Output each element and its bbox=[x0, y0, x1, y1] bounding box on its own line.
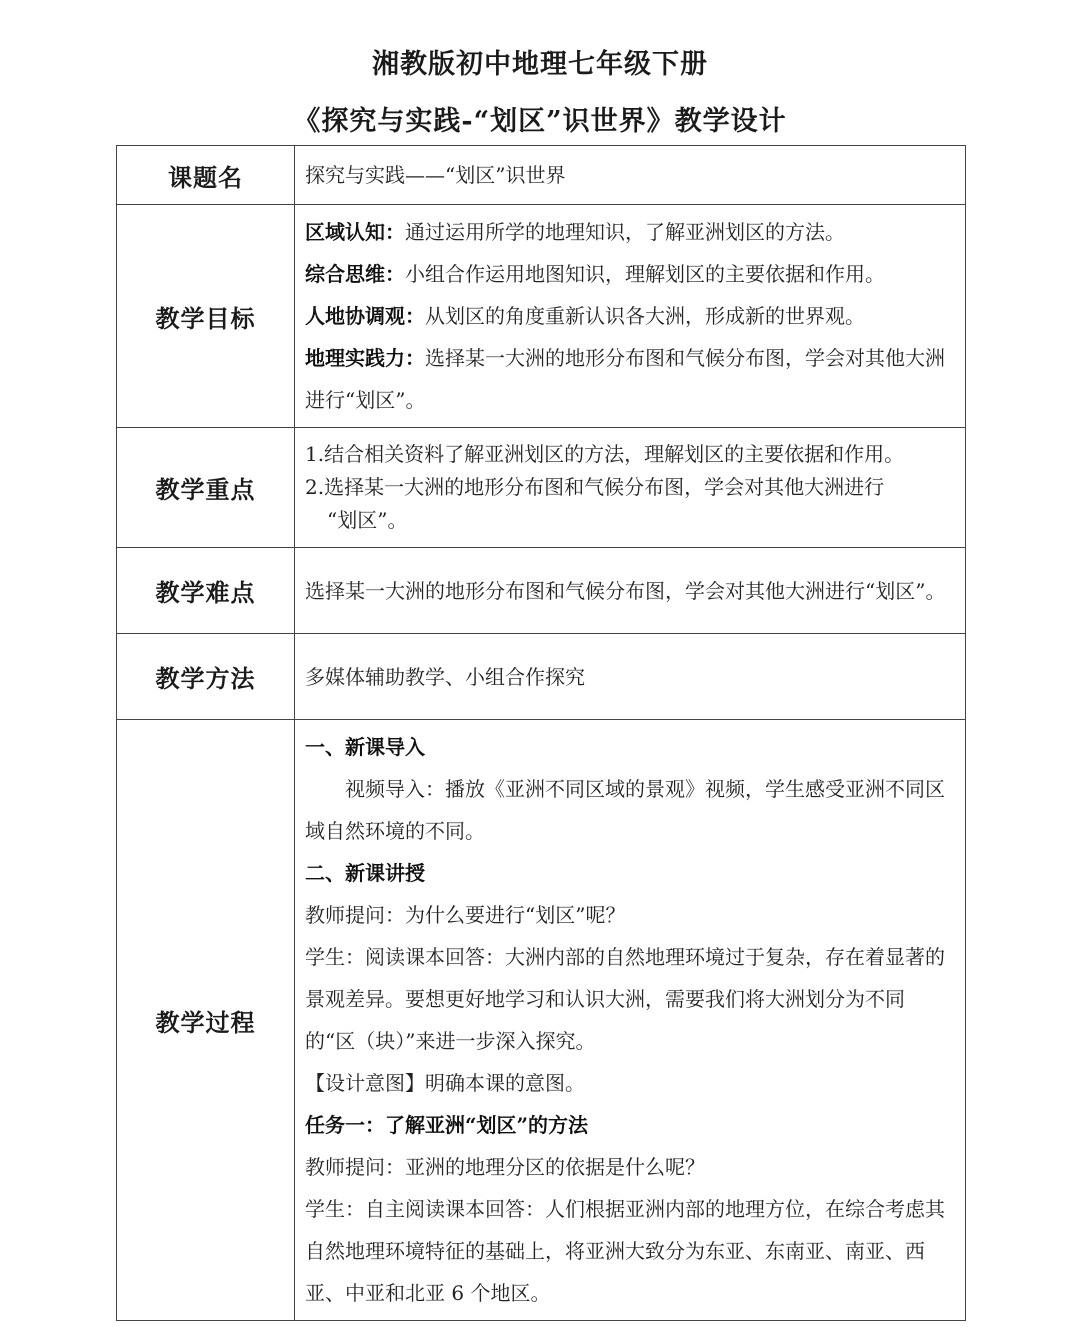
label-goals: 教学目标 bbox=[117, 205, 295, 428]
design-intent: 【设计意图】明确本课的意图。 bbox=[305, 1071, 585, 1095]
key-point-item: 1.结合相关资料了解亚洲划区的方法，理解划区的主要依据和作用。 bbox=[305, 442, 905, 466]
label-key-points: 教学重点 bbox=[117, 428, 295, 548]
teacher-question: 教师提问：为什么要进行“划区”呢？ bbox=[305, 903, 626, 927]
goal-item bbox=[305, 211, 955, 253]
methods-text: 多媒体辅助教学、小组合作探究 bbox=[295, 634, 966, 720]
row-methods bbox=[117, 634, 966, 720]
lesson-plan-table bbox=[116, 145, 966, 1321]
goal-text: 从划区的角度重新认识各大洲，形成新的世界观。 bbox=[425, 304, 865, 328]
label-topic: 课题名 bbox=[117, 146, 295, 205]
doc-subtitle: 《探究与实践-“划区”识世界》教学设计 bbox=[293, 106, 787, 137]
key-point-item: “划区”。 bbox=[327, 508, 408, 532]
student-answer: 学生：阅读课本回答：大洲内部的自然地理环境过于复杂，存在着显著的景观差异。要想更好地学习和认识大洲，需要我们将大洲划分为不同的“区（块）”来进一步深入探究。 bbox=[305, 945, 945, 1053]
goal-item bbox=[305, 295, 955, 337]
doc-title: 湘教版初中地理七年级下册 bbox=[372, 49, 708, 80]
goal-text: 小组合作运用地图知识，理解划区的主要依据和作用。 bbox=[405, 262, 885, 286]
topic-text: 探究与实践——“划区”识世界 bbox=[295, 146, 966, 205]
goal-item bbox=[305, 337, 955, 421]
task-heading: 任务一：了解亚洲“划区”的方法 bbox=[305, 1113, 589, 1137]
goal-text: 通过运用所学的地理知识，了解亚洲划区的方法。 bbox=[405, 220, 845, 244]
section-heading: 一、新课导入 bbox=[305, 735, 425, 759]
process-cell bbox=[295, 720, 966, 1321]
label-methods: 教学方法 bbox=[117, 634, 295, 720]
goals-cell bbox=[295, 205, 966, 428]
student-answer: 学生：自主阅读课本回答：人们根据亚洲内部的地理方位，在综合考虑其自然地理环境特征的基础上，将亚洲大致分为东亚、东南亚、南亚、西亚、中亚和北亚 6 个地区。 bbox=[305, 1197, 945, 1305]
goal-head: 地理实践力： bbox=[305, 346, 425, 370]
row-topic bbox=[117, 146, 966, 205]
section-heading: 二、新课讲授 bbox=[305, 861, 425, 885]
teacher-question: 教师提问：亚洲的地理分区的依据是什么呢？ bbox=[305, 1155, 705, 1179]
row-process bbox=[117, 720, 966, 1321]
goal-item bbox=[305, 253, 955, 295]
goal-head: 人地协调观： bbox=[305, 304, 425, 328]
intro-paragraph: 视频导入：播放《亚洲不同区域的景观》视频，学生感受亚洲不同区域自然环境的不同。 bbox=[305, 777, 945, 843]
row-key-points bbox=[117, 428, 966, 548]
goal-head: 区域认知： bbox=[305, 220, 405, 244]
row-goals bbox=[117, 205, 966, 428]
row-difficulties bbox=[117, 548, 966, 634]
key-points-cell bbox=[295, 428, 966, 548]
goal-text: 选择某一大洲的地形分布图和气候分布图，学会对其他大洲进行“划区”。 bbox=[305, 346, 945, 412]
goal-head: 综合思维： bbox=[305, 262, 405, 286]
label-process: 教学过程 bbox=[117, 720, 295, 1321]
label-difficulties: 教学难点 bbox=[117, 548, 295, 634]
key-point-item: 2.选择某一大洲的地形分布图和气候分布图，学会对其他大洲进行 bbox=[305, 475, 885, 499]
difficulties-text: 选择某一大洲的地形分布图和气候分布图，学会对其他大洲进行“划区”。 bbox=[295, 548, 966, 634]
